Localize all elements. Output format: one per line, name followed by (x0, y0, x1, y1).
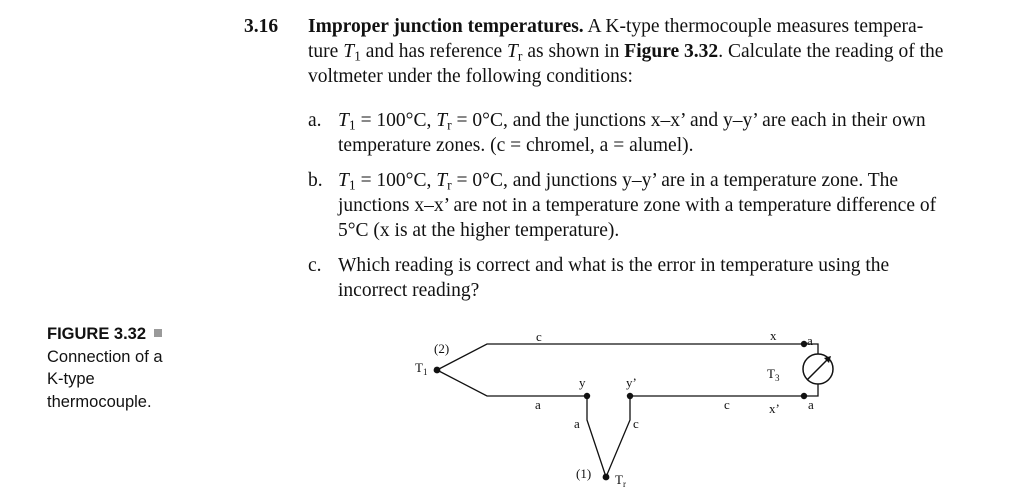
wire-alumel-lower (437, 370, 587, 396)
tr-symbol: T (436, 110, 448, 131)
t1-subscript: 1 (348, 117, 356, 133)
tr-subscript: r (447, 177, 452, 193)
caption-line-2: K-type (47, 370, 95, 388)
label-y: y (579, 375, 586, 390)
label-t3: $T_3$ (767, 366, 780, 383)
problem-title: Improper junction temperatures. (308, 16, 584, 37)
t1-symbol: T (343, 41, 355, 62)
label-tr: $T_r$ (615, 472, 626, 489)
label-y-prime: y’ (626, 375, 637, 390)
label-alumel-top: a (807, 333, 813, 348)
wire-lead-a (587, 396, 606, 477)
wire-lead-c (606, 396, 630, 477)
junction-tr-dot (603, 474, 610, 481)
item-b-line-3: 5°C (x is at the higher temperature). (338, 220, 620, 241)
item-c-label: c. (308, 255, 322, 276)
junction-yp-dot (627, 393, 633, 399)
t1-symbol: T (338, 110, 349, 131)
label-lead-alumel: a (574, 416, 580, 431)
figure-label: FIGURE 3.32 (47, 325, 147, 343)
label-alumel-right: a (808, 397, 814, 412)
figure-reference: Figure 3.32 (624, 41, 719, 62)
label-chromel-top: c (536, 329, 542, 344)
item-a-line-2: temperature zones. (c = chromel, a = alumel). (338, 135, 694, 156)
intro-text-2c: as shown in (522, 41, 625, 62)
intro-text-2b: and has reference (360, 41, 508, 62)
caption-line-3: thermocouple. (47, 392, 152, 411)
item-a-label: a. (308, 110, 322, 131)
intro-text-2d: . Calculate the reading of the (718, 41, 944, 62)
item-b-eq: = 100°C, (355, 170, 437, 191)
label-lead-chromel: c (633, 416, 639, 431)
t1-subscript: 1 (354, 48, 361, 64)
item-b-label: b. (308, 170, 323, 191)
junction-xp-dot (801, 393, 807, 399)
tr-subscript: r (447, 117, 452, 133)
tr-symbol: T (436, 170, 448, 191)
junction-y-dot (584, 393, 590, 399)
item-b-eq2: = 0°C, and junctions y–y’ are in a temperature zone. The (451, 170, 899, 191)
intro-text-2a: ture (308, 41, 344, 62)
tr-subscript: r (517, 48, 523, 64)
item-a-eq2: = 0°C, and the junctions x–x’ and y–y’ are each in their own (451, 110, 926, 131)
item-b-line-2: junctions x–x’ are not in a temperature zone with a temperature difference of (338, 195, 937, 216)
label-junction-1: (1) (576, 466, 592, 481)
caption-line-1: Connection of a (47, 347, 163, 366)
t1-symbol: T (338, 170, 349, 191)
label-x: x (770, 328, 777, 343)
item-c-line-1: Which reading is correct and what is the error in temperature using the (338, 255, 890, 276)
voltmeter-needle-icon (807, 358, 829, 380)
t1-subscript: 1 (348, 177, 356, 193)
item-a-eq: = 100°C, (355, 110, 437, 131)
problem-number: 3.16 (244, 16, 279, 37)
label-x-prime: x’ (769, 401, 780, 416)
intro-text-1: A K-type thermocouple measures tempera- (583, 16, 924, 37)
item-c-line-2: incorrect reading? (338, 280, 480, 301)
label-junction-2: (2) (434, 341, 450, 356)
intro-line-3: voltmeter under the following conditions: (308, 66, 633, 87)
label-alumel-mid: a (535, 397, 541, 412)
label-t1: $T_1$ (415, 360, 428, 377)
junction-t1-dot (434, 367, 441, 374)
tr-symbol: T (507, 41, 518, 62)
wire-chromel-upper (437, 344, 804, 370)
label-chromel-mid: c (724, 397, 730, 412)
